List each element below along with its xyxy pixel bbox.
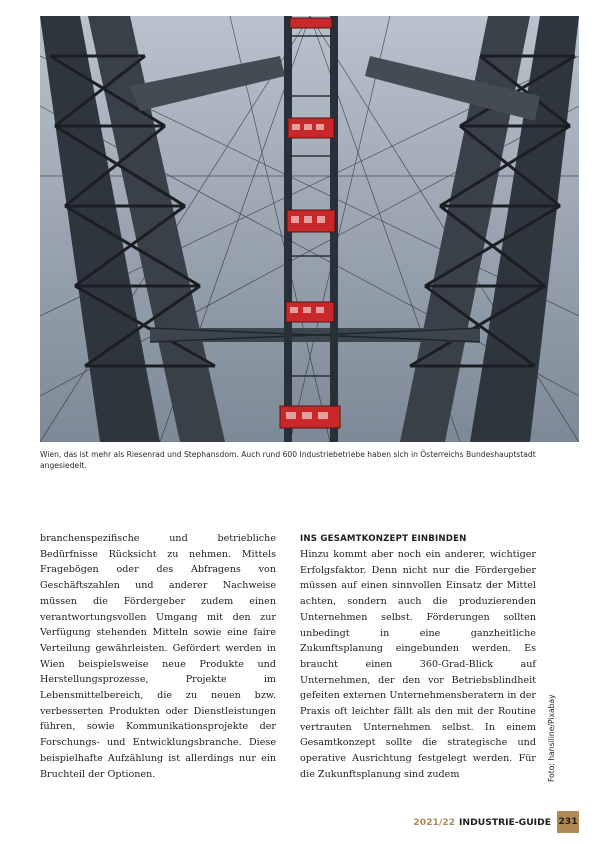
photo-caption: Wien, das ist mehr als Riesenrad und Stephansdom. Auch rund 600 Industriebetriebe haben sich in Österreichs Bundeshauptstadt angesiedelt. — [40, 450, 536, 470]
footer-publication: INDUSTRIE-GUIDE — [459, 816, 551, 828]
photo-credit: Foto: hansiline/Pixabay — [547, 694, 556, 782]
page-number: 231 — [557, 811, 579, 833]
body-column-right: Hinzu kommt aber noch ein anderer, wichtiger Erfolgsfaktor. Denn nicht nur die Fördergeber müssen auf einen sinnvollen Einsatz der Mittel achten, sondern auch die produzierenden Unternehmen selbst. Förderungen sollten unbedingt in eine ganzheitliche Zukunftsplanung eingebunden werden. Es braucht einen 360-Grad-Blick auf Unternehmen, der den vor Betriebsblindheit gefeiten externen Unternehmensberatern in der Praxis oft leichter fällt als den mit der Routine vertrauten Unternehmen selbst. In einem Gesamtkonzept sollte die strategische und operative Ausrichtung festgelegt werden. Für die Zukunftsplanung sind zudem — [300, 549, 536, 780]
ferris-wheel-photo — [40, 16, 579, 442]
ferris-wheel-illustration — [40, 16, 579, 442]
section-heading: INS GESAMTKONZEPT EINBINDEN — [300, 534, 467, 544]
footer-year: 2021/22 — [413, 816, 456, 828]
body-column-left: branchenspezifische und betriebliche Bedürfnisse Rücksicht zu nehmen. Mittels Fragebögen oder des Abfragens von Geschäftszahlen und anderer Nachweise müssen die Fördergeber zudem einen verantwortungsvollen Umgang mit den zur Verfügung stehenden Mitteln sowie eine faire Verteilung gewährleisten. Gefördert werden in Wien beispielsweise neue Produkte und Herstellungsprozesse, Projekte im Lebensmittelbereich, die zu neuen bzw. verbesserten Produkten oder Dienstleistungen führen, sowie Kommunikationsprojekte der Forschungs- und Entwicklungsbranche. Diese beispielhafte Aufzählung ist allerdings nur ein Bruchteil der Optionen. — [40, 533, 276, 780]
page-footer — [413, 811, 579, 833]
